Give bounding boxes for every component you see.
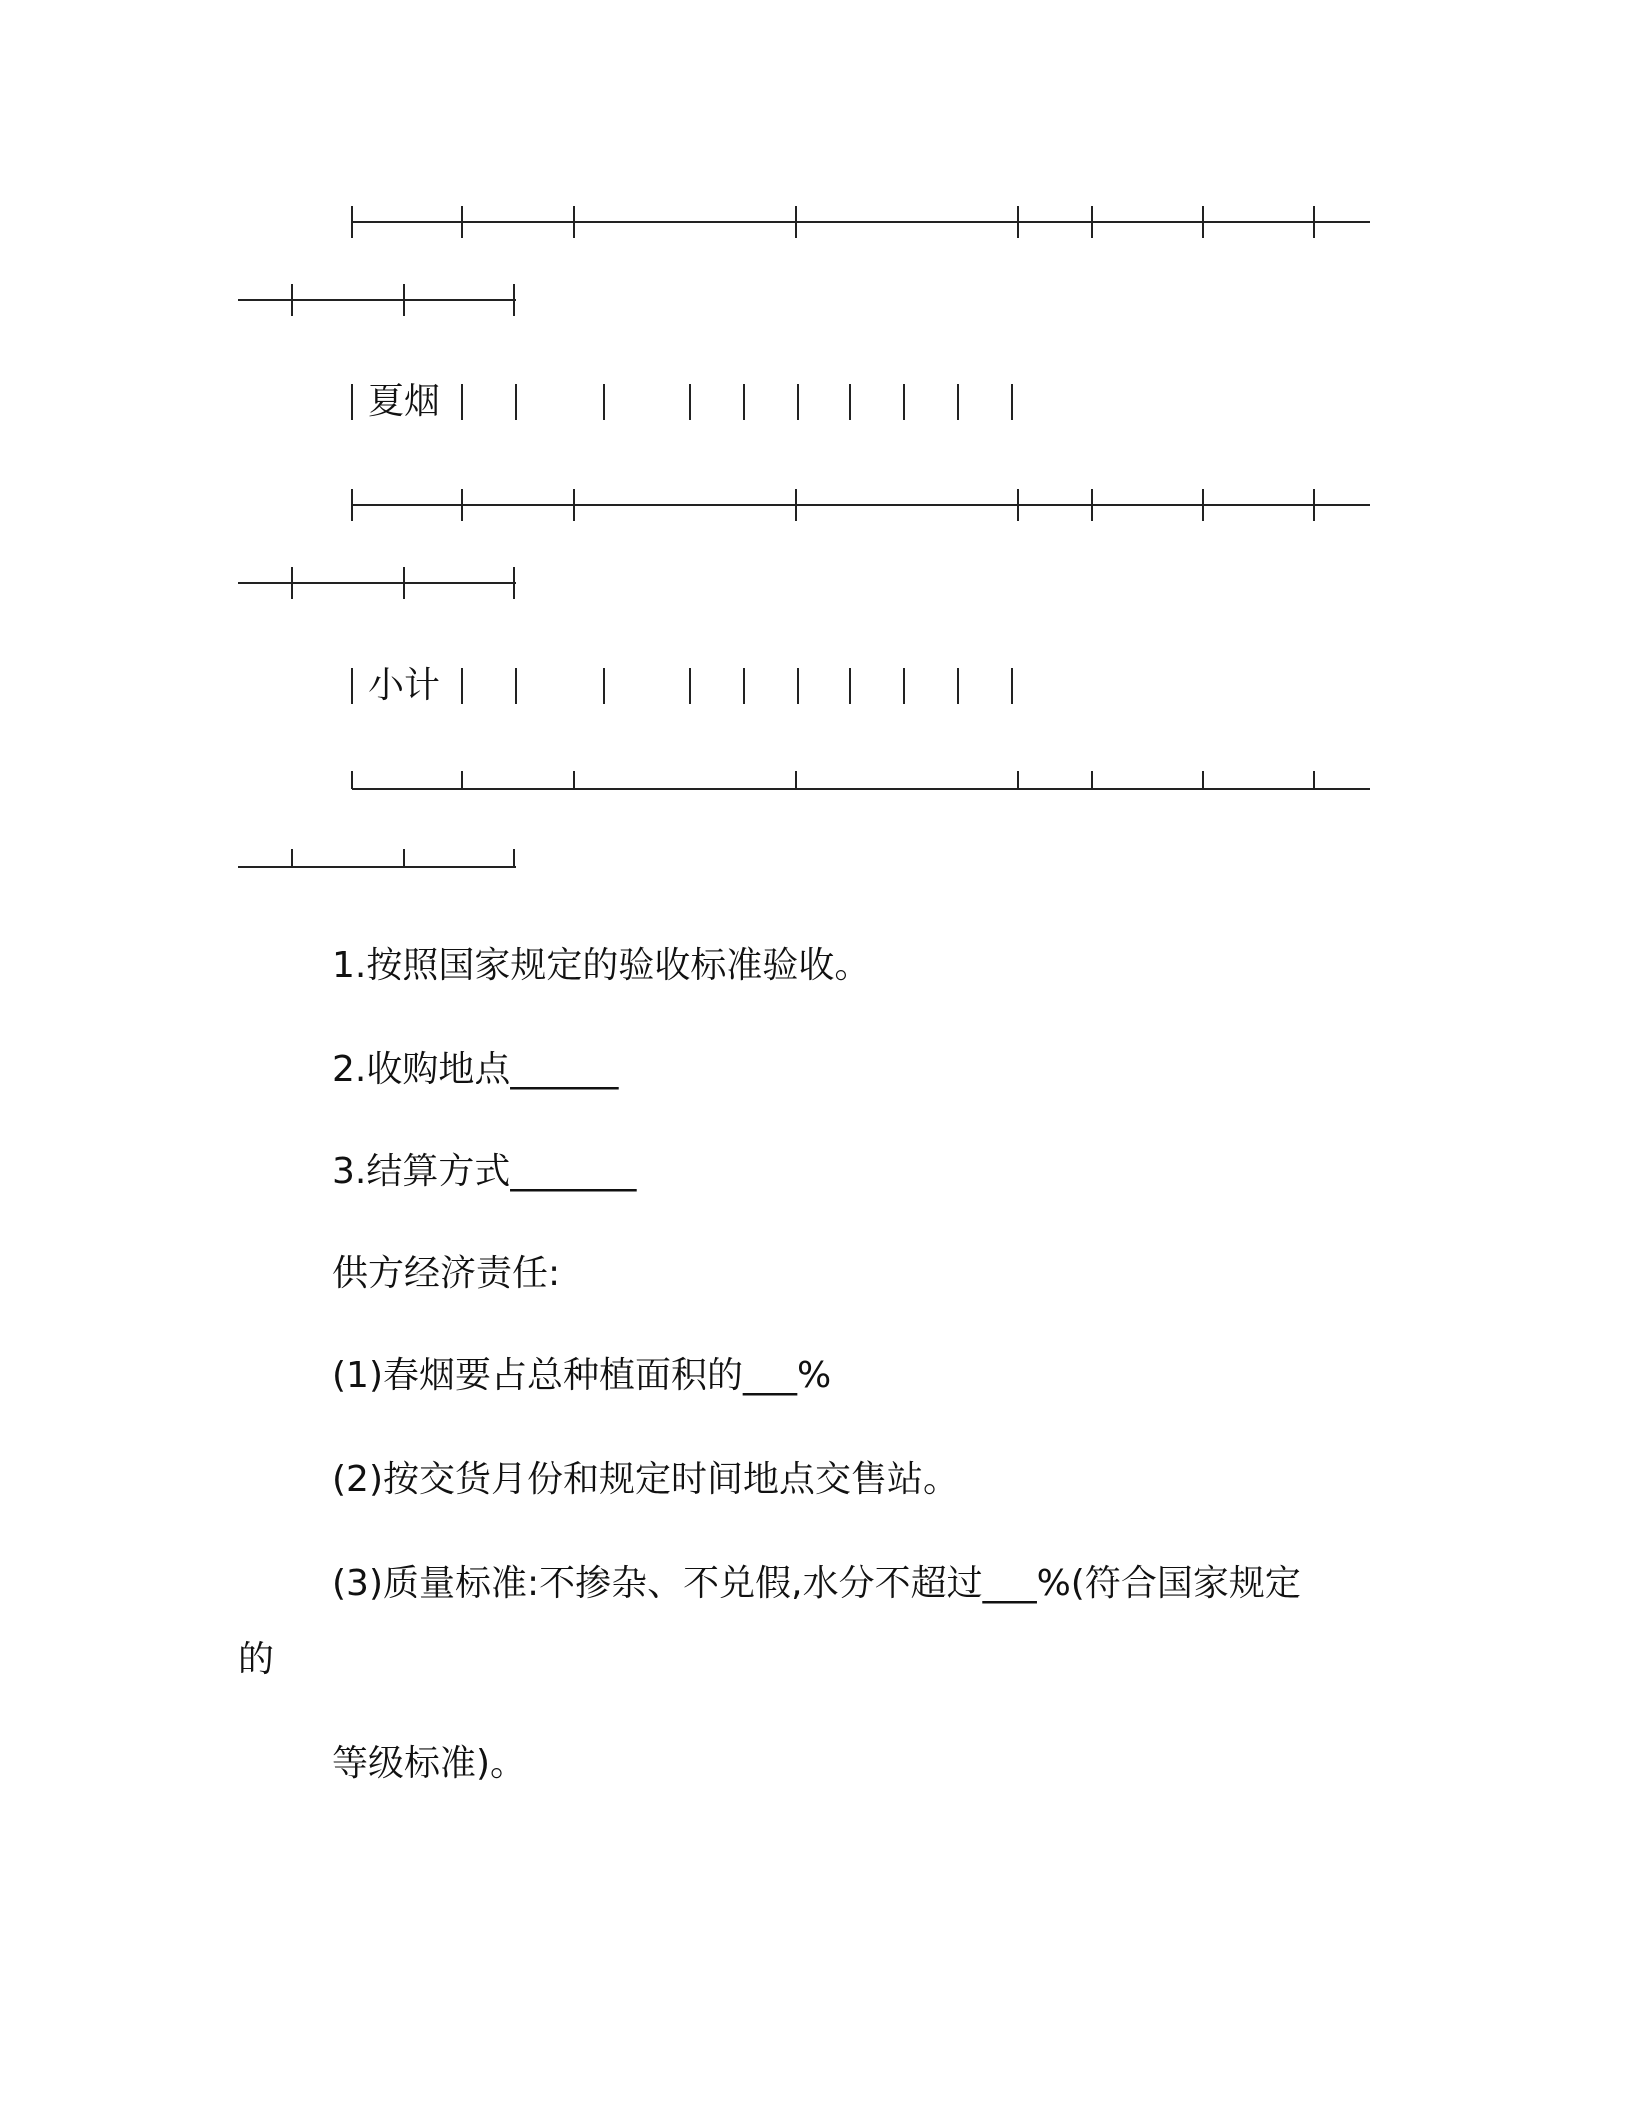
paragraph-item-1: (1)春烟要占总种植面积的___% <box>332 1355 832 1396</box>
paragraph-acceptance-standard: 1.按照国家规定的验收标准验收。 <box>332 945 871 986</box>
paragraph-item-2: (2)按交货月份和规定时间地点交售站。 <box>332 1459 959 1500</box>
paragraph-purchase-location: 2.收购地点______ <box>332 1049 619 1090</box>
paragraph-settlement-method: 3.结算方式_______ <box>332 1151 637 1192</box>
row-label-summer-tobacco: 夏烟 <box>368 381 441 422</box>
paragraph-supplier-responsibility: 供方经济责任: <box>332 1253 561 1294</box>
row-label-subtotal: 小计 <box>368 665 441 706</box>
paragraph-item-3-end: 等级标准)。 <box>332 1743 527 1784</box>
paragraph-item-3: (3)质量标准:不掺杂、不兑假,水分不超过___%(符合国家规定 <box>332 1563 1301 1604</box>
table-rule-lines <box>0 0 1632 900</box>
paragraph-item-3-wrap: 的 <box>238 1639 275 1680</box>
